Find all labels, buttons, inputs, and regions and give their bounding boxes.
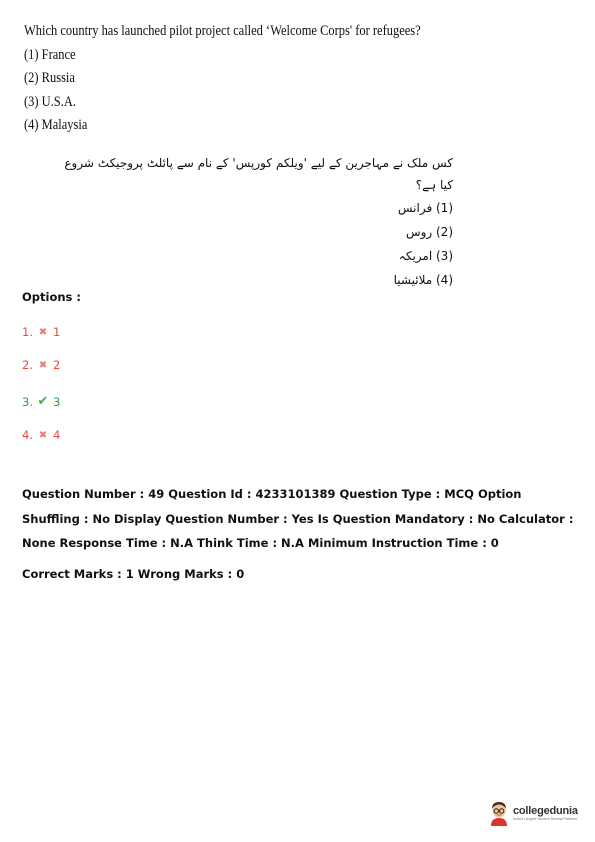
marks-info: Correct Marks : 1 Wrong Marks : 0 [22,566,245,581]
question-urdu-option-2: (2) روس [405,225,453,239]
answer-option-number: 3. [22,394,33,409]
cross-icon: ✖ [38,326,48,338]
question-english [24,20,471,138]
check-icon: ✔ [37,394,49,409]
answer-option-value: 3 [52,394,61,409]
answer-option-4 [22,428,60,442]
answer-option-value: 1 [52,325,61,339]
question-text: Which country has launched pilot project called ‘Welcome Corps' for refugees? [24,23,421,39]
question-metadata [22,482,582,586]
question-details: Question Number : 49 Question Id : 4233101389 Question Type : MCQ Option Shuffling : No Display Question Number : Yes Is Question Mandatory : No Calculator : None Response Time : N.A Think Time : N.A Minimum Instruction Time : 0 [22,487,574,550]
question-option-1: (1) France [24,46,76,63]
options-heading: Options : [22,290,81,304]
answer-option-3 [22,394,60,409]
answer-option-2 [22,358,60,372]
student-mascot-icon [488,800,510,826]
cross-icon: ✖ [38,359,48,371]
question-urdu-option-4: (4) ملائیشیا [393,273,453,287]
question-option-2: (2) Russia [24,70,75,86]
question-option-3: (3) U.S.A. [24,93,76,110]
question-urdu-option-1: (1) فرانس [397,201,453,215]
question-urdu [53,152,453,292]
answer-option-value: 2 [52,358,61,372]
answer-option-number: 2. [22,358,33,372]
brand-tagline: India's Largest Student Review Platform [513,816,577,821]
collegedunia-logo [488,796,588,830]
answer-option-number: 1. [22,325,33,339]
question-option-4: (4) Malaysia [24,117,88,133]
brand-name: collegedunia [513,804,578,817]
answer-option-number: 4. [22,428,33,442]
answer-option-1 [22,325,60,339]
question-urdu-option-3: (3) امریکہ [398,249,453,263]
cross-icon: ✖ [38,429,48,441]
answer-option-value: 4 [52,428,61,442]
question-urdu-text: کس ملک نے مہاجرین کے لیے 'ویلکم کورپس' کے نام سے پائلٹ پروجیکٹ شروع کیا ہے؟ [64,156,453,192]
